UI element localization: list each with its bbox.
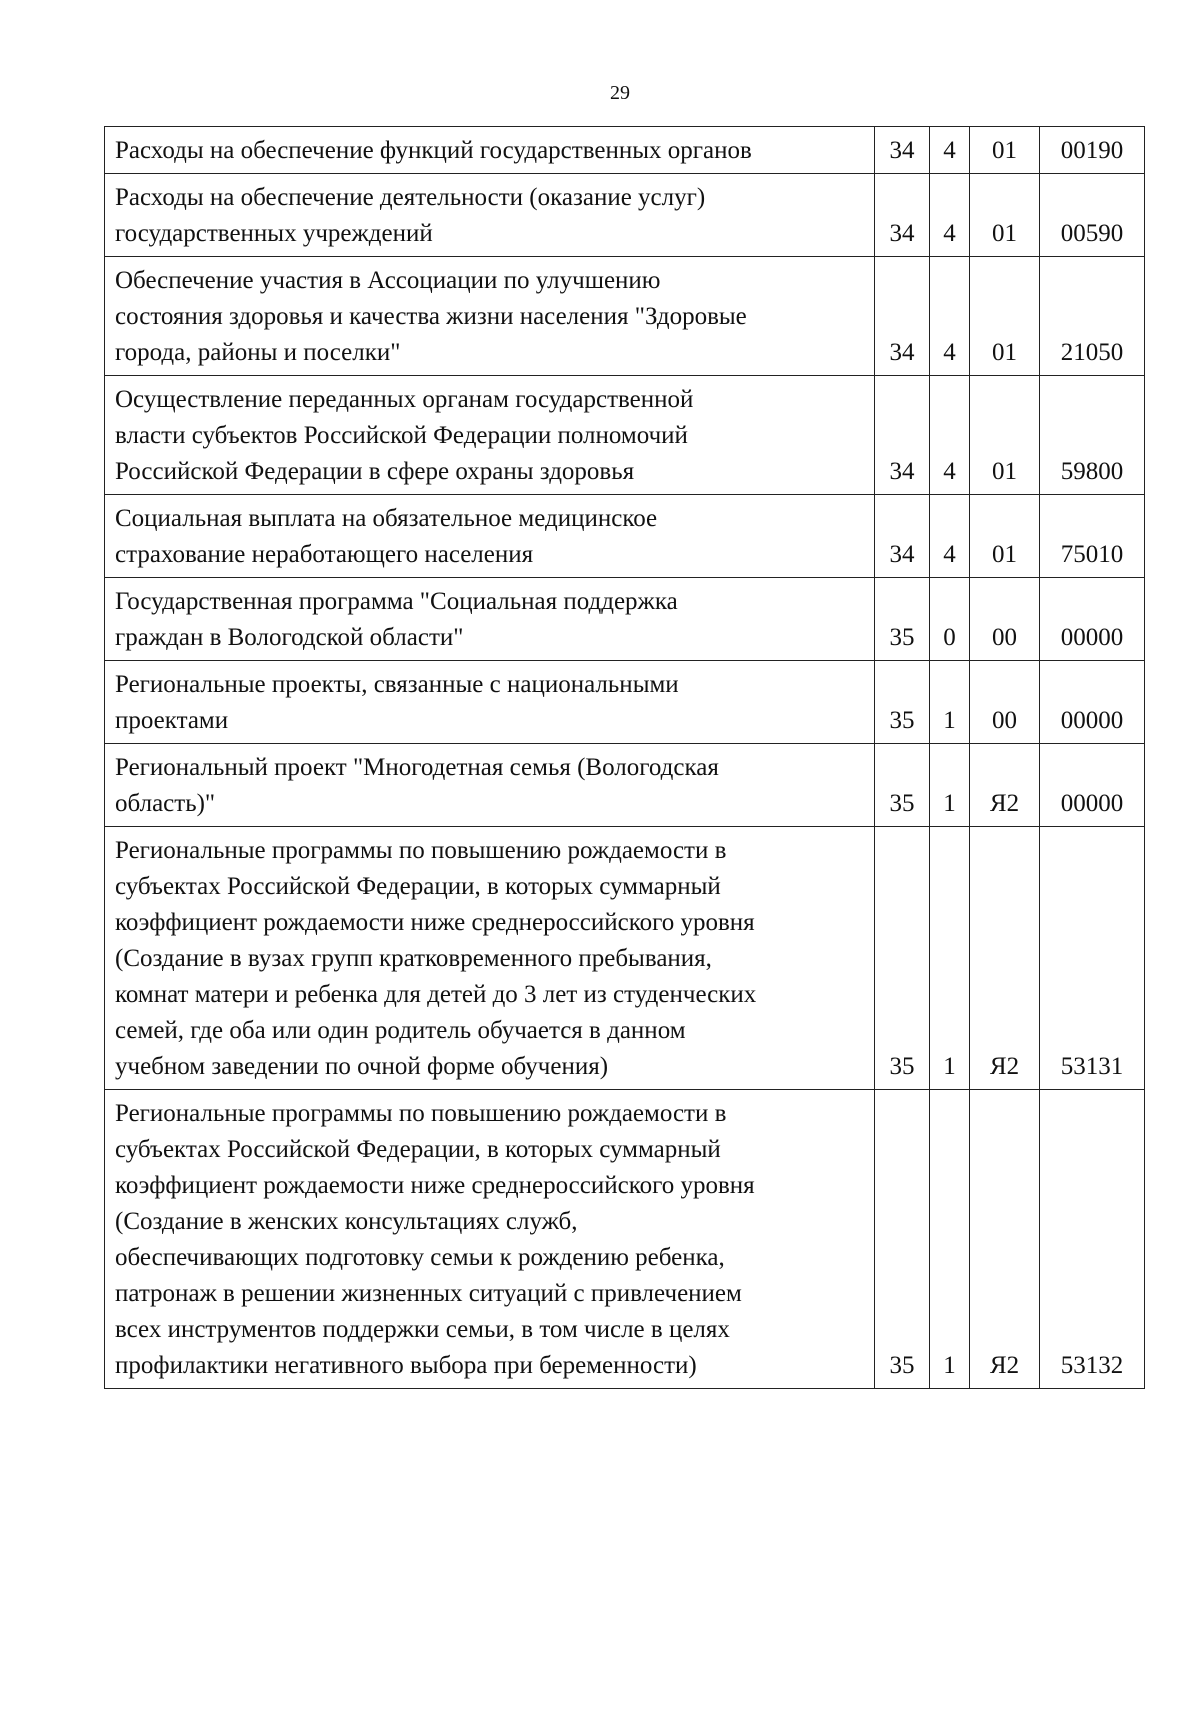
program-code: 34	[875, 257, 930, 376]
program-code: 34	[875, 127, 930, 174]
expense-name: Региональные программы по повышению рождаемости в субъектах Российской Федерации, в которых суммарный коэффициент рождаемости ниже среднероссийского уровня (Создание в женских консультациях служб, обеспечивающих подготовку семьи к рождению ребенка, патронаж в решении жизненных ситуаций с привлечением всех инструментов поддержки семьи, в том числе в целях профилактики негативного выбора при беременности)	[105, 1090, 875, 1389]
activity-code: 01	[970, 127, 1040, 174]
table-row	[105, 827, 1145, 1090]
table-row	[105, 495, 1145, 578]
direction-code: 53131	[1040, 827, 1145, 1090]
table-row	[105, 127, 1145, 174]
expense-name: Государственная программа "Социальная поддержка граждан в Вологодской области"	[105, 578, 875, 661]
table-row	[105, 744, 1145, 827]
expense-name: Обеспечение участия в Ассоциации по улучшению состояния здоровья и качества жизни населения "Здоровые города, районы и поселки"	[105, 257, 875, 376]
subprogram-code: 4	[930, 127, 970, 174]
direction-code: 00000	[1040, 578, 1145, 661]
subprogram-code: 1	[930, 1090, 970, 1389]
table-row	[105, 257, 1145, 376]
program-code: 34	[875, 376, 930, 495]
subprogram-code: 4	[930, 376, 970, 495]
activity-code: Я2	[970, 744, 1040, 827]
budget-classification-table	[104, 126, 1145, 1389]
table-row	[105, 578, 1145, 661]
subprogram-code: 1	[930, 827, 970, 1090]
expense-name: Региональные программы по повышению рождаемости в субъектах Российской Федерации, в которых суммарный коэффициент рождаемости ниже среднероссийского уровня (Создание в вузах групп кратковременного пребывания, комнат матери и ребенка для детей до 3 лет из студенческих семей, где оба или один родитель обучается в данном учебном заведении по очной форме обучения)	[105, 827, 875, 1090]
page-number: 29	[610, 82, 630, 104]
expense-name: Расходы на обеспечение функций государственных органов	[105, 127, 875, 174]
subprogram-code: 4	[930, 174, 970, 257]
activity-code: Я2	[970, 827, 1040, 1090]
table-row	[105, 376, 1145, 495]
direction-code: 21050	[1040, 257, 1145, 376]
activity-code: 01	[970, 376, 1040, 495]
direction-code: 59800	[1040, 376, 1145, 495]
direction-code: 00590	[1040, 174, 1145, 257]
program-code: 35	[875, 1090, 930, 1389]
program-code: 35	[875, 578, 930, 661]
activity-code: Я2	[970, 1090, 1040, 1389]
expense-name: Социальная выплата на обязательное медицинское страхование неработающего населения	[105, 495, 875, 578]
expense-name: Осуществление переданных органам государственной власти субъектов Российской Федерации полномочий Российской Федерации в сфере охраны здоровья	[105, 376, 875, 495]
activity-code: 01	[970, 495, 1040, 578]
table-row	[105, 174, 1145, 257]
expense-name: Региональные проекты, связанные с национальными проектами	[105, 661, 875, 744]
activity-code: 01	[970, 174, 1040, 257]
subprogram-code: 4	[930, 495, 970, 578]
direction-code: 00000	[1040, 744, 1145, 827]
table-row	[105, 661, 1145, 744]
activity-code: 00	[970, 578, 1040, 661]
subprogram-code: 4	[930, 257, 970, 376]
program-code: 35	[875, 827, 930, 1090]
program-code: 35	[875, 744, 930, 827]
subprogram-code: 1	[930, 661, 970, 744]
activity-code: 01	[970, 257, 1040, 376]
direction-code: 53132	[1040, 1090, 1145, 1389]
direction-code: 00000	[1040, 661, 1145, 744]
direction-code: 75010	[1040, 495, 1145, 578]
expense-name: Региональный проект "Многодетная семья (Вологодская область)"	[105, 744, 875, 827]
expense-name: Расходы на обеспечение деятельности (оказание услуг) государственных учреждений	[105, 174, 875, 257]
program-code: 34	[875, 495, 930, 578]
program-code: 34	[875, 174, 930, 257]
table-row	[105, 1090, 1145, 1389]
direction-code: 00190	[1040, 127, 1145, 174]
subprogram-code: 0	[930, 578, 970, 661]
subprogram-code: 1	[930, 744, 970, 827]
activity-code: 00	[970, 661, 1040, 744]
program-code: 35	[875, 661, 930, 744]
